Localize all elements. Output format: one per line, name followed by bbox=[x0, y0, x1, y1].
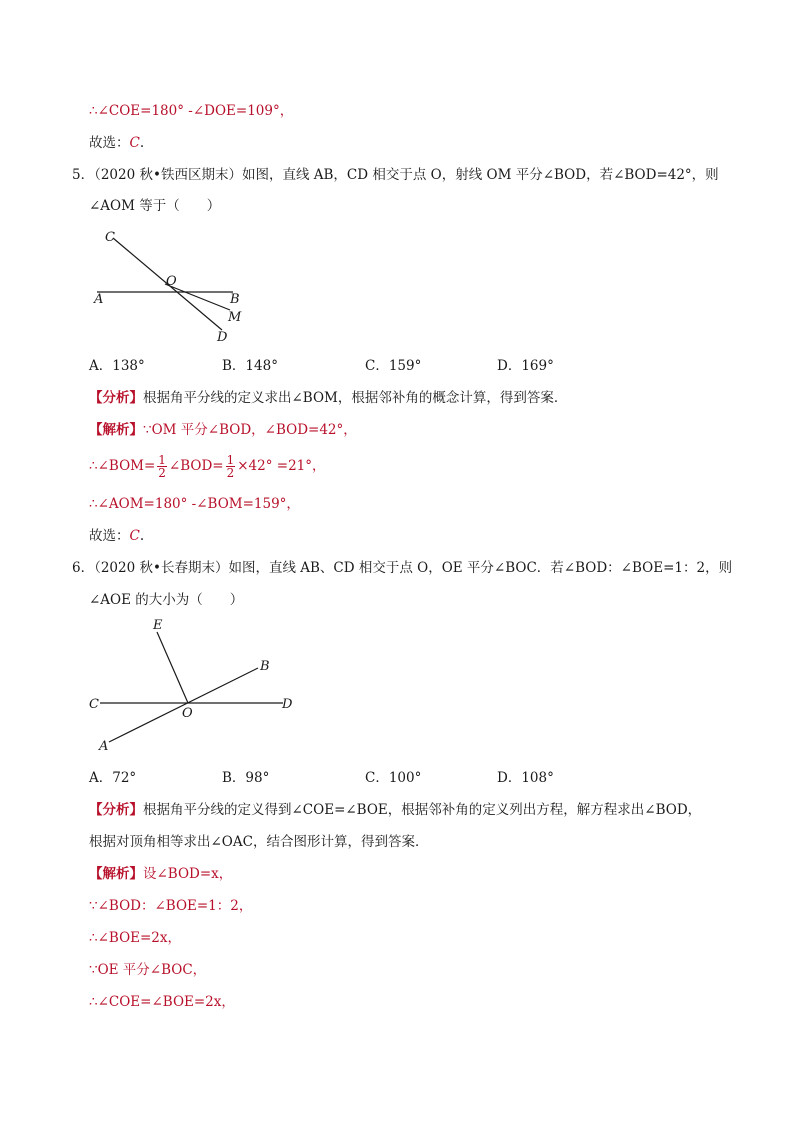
q5-label-m: M bbox=[228, 310, 242, 325]
q5-choice-prefix: 故选： bbox=[89, 528, 130, 544]
q5-fraction-1: $\frac{1}{2}$ bbox=[158, 453, 166, 480]
q5-label-o: O bbox=[166, 274, 177, 289]
q5-option-d[interactable]: D．169° bbox=[497, 358, 554, 374]
q5-choice-answer: C bbox=[129, 528, 140, 544]
q6-solution-line4: ∵OE 平分∠BOC， bbox=[89, 962, 207, 978]
q6-option-c[interactable]: C．100° bbox=[365, 770, 422, 786]
q6-solution-tag: 【解析】 bbox=[89, 866, 143, 882]
q5-solution-tag: 【解析】 bbox=[89, 422, 143, 438]
q5-analysis-tag: 【分析】 bbox=[89, 390, 143, 406]
q6-label-d: D bbox=[282, 697, 293, 712]
q6-ray-oe bbox=[157, 632, 188, 703]
q5-option-a[interactable]: A．138° bbox=[89, 358, 145, 374]
q5-label-d: D bbox=[217, 330, 228, 345]
q5-choice-suffix: . bbox=[139, 528, 145, 544]
q5-solution1: ∵OM 平分∠BOD，∠BOD=42°， bbox=[143, 422, 357, 438]
q5-solution-line1 bbox=[89, 420, 357, 440]
q5-analysis bbox=[89, 388, 567, 408]
q5-solution2-a: ∴∠BOM= bbox=[89, 458, 156, 474]
q6-solution-line1 bbox=[89, 864, 232, 884]
q6-label-o: O bbox=[182, 706, 193, 721]
q5-stem-line1 bbox=[72, 165, 719, 185]
q5-solution2-c: ×42° =21°， bbox=[237, 458, 326, 474]
q5-text1: （2020 秋•铁西区期末）如图，直线 AB，CD 相交于点 O，射线 OM 平分∠BOD，若∠BOD=42°，则 bbox=[94, 167, 719, 183]
q5-option-c[interactable]: C．159° bbox=[365, 358, 422, 374]
q5-analysis-text: 根据角平分线的定义求出∠BOM，根据邻补角的概念计算，得到答案． bbox=[143, 390, 568, 406]
q5-figure bbox=[85, 222, 265, 347]
q6-stem-line2: ∠AOE 的大小为（ ） bbox=[89, 592, 244, 608]
choice-prefix: 故选： bbox=[89, 135, 130, 151]
q6-solution-line3: ∴∠BOE=2x， bbox=[89, 930, 182, 946]
q6-label-a: A bbox=[99, 739, 109, 754]
q6-analysis1: 根据角平分线的定义得到∠COE=∠BOE，根据邻补角的定义列出方程，解方程求出∠BOD， bbox=[143, 802, 702, 818]
prev-choice-line bbox=[89, 133, 144, 153]
q5-solution-line3: ∴∠AOM=180° -∠BOM=159°， bbox=[89, 496, 300, 512]
q6-option-a[interactable]: A．72° bbox=[89, 770, 137, 786]
q6-stem-line1 bbox=[72, 558, 732, 578]
q6-analysis-line1 bbox=[89, 800, 701, 820]
q5-solution-line2 bbox=[89, 452, 326, 480]
q6-label-e: E bbox=[153, 618, 163, 633]
choice-suffix: . bbox=[139, 135, 145, 151]
q5-label-a: A bbox=[94, 292, 104, 307]
q6-figure bbox=[85, 612, 305, 757]
q6-solution1: 设∠BOD=x， bbox=[143, 866, 233, 882]
q6-label-c: C bbox=[89, 697, 99, 712]
q6-line-ab bbox=[109, 668, 258, 742]
choice-answer: C bbox=[129, 135, 140, 151]
q5-label-c: C bbox=[105, 230, 115, 245]
q5-option-b[interactable]: B．148° bbox=[222, 358, 278, 374]
q5-solution2-b: ∠BOD= bbox=[168, 458, 224, 474]
q6-number: 6． bbox=[72, 560, 95, 576]
q6-analysis-line2: 根据对顶角相等求出∠OAC，结合图形计算，得到答案． bbox=[89, 834, 429, 850]
q5-number: 5． bbox=[72, 167, 95, 183]
q6-solution-line5: ∴∠COE=∠BOE=2x， bbox=[89, 994, 235, 1010]
q6-solution-line2: ∵∠BOD：∠BOE=1：2， bbox=[89, 898, 253, 914]
q5-stem-line2: ∠AOM 等于（ ） bbox=[89, 198, 221, 214]
q5-label-b: B bbox=[230, 292, 240, 307]
q6-analysis-tag: 【分析】 bbox=[89, 802, 143, 818]
q6-option-d[interactable]: D．108° bbox=[497, 770, 554, 786]
q6-text1: （2020 秋•长春期末）如图，直线 AB、CD 相交于点 O，OE 平分∠BOC．若∠BOD：∠BOE=1：2，则 bbox=[94, 560, 733, 576]
q5-choice-line bbox=[89, 526, 144, 546]
q6-label-b: B bbox=[260, 659, 270, 674]
prev-solution-line: ∴∠COE=180° -∠DOE=109°， bbox=[89, 103, 294, 119]
q5-fraction-2: $\frac{1}{2}$ bbox=[226, 453, 235, 480]
q6-option-b[interactable]: B．98° bbox=[222, 770, 270, 786]
